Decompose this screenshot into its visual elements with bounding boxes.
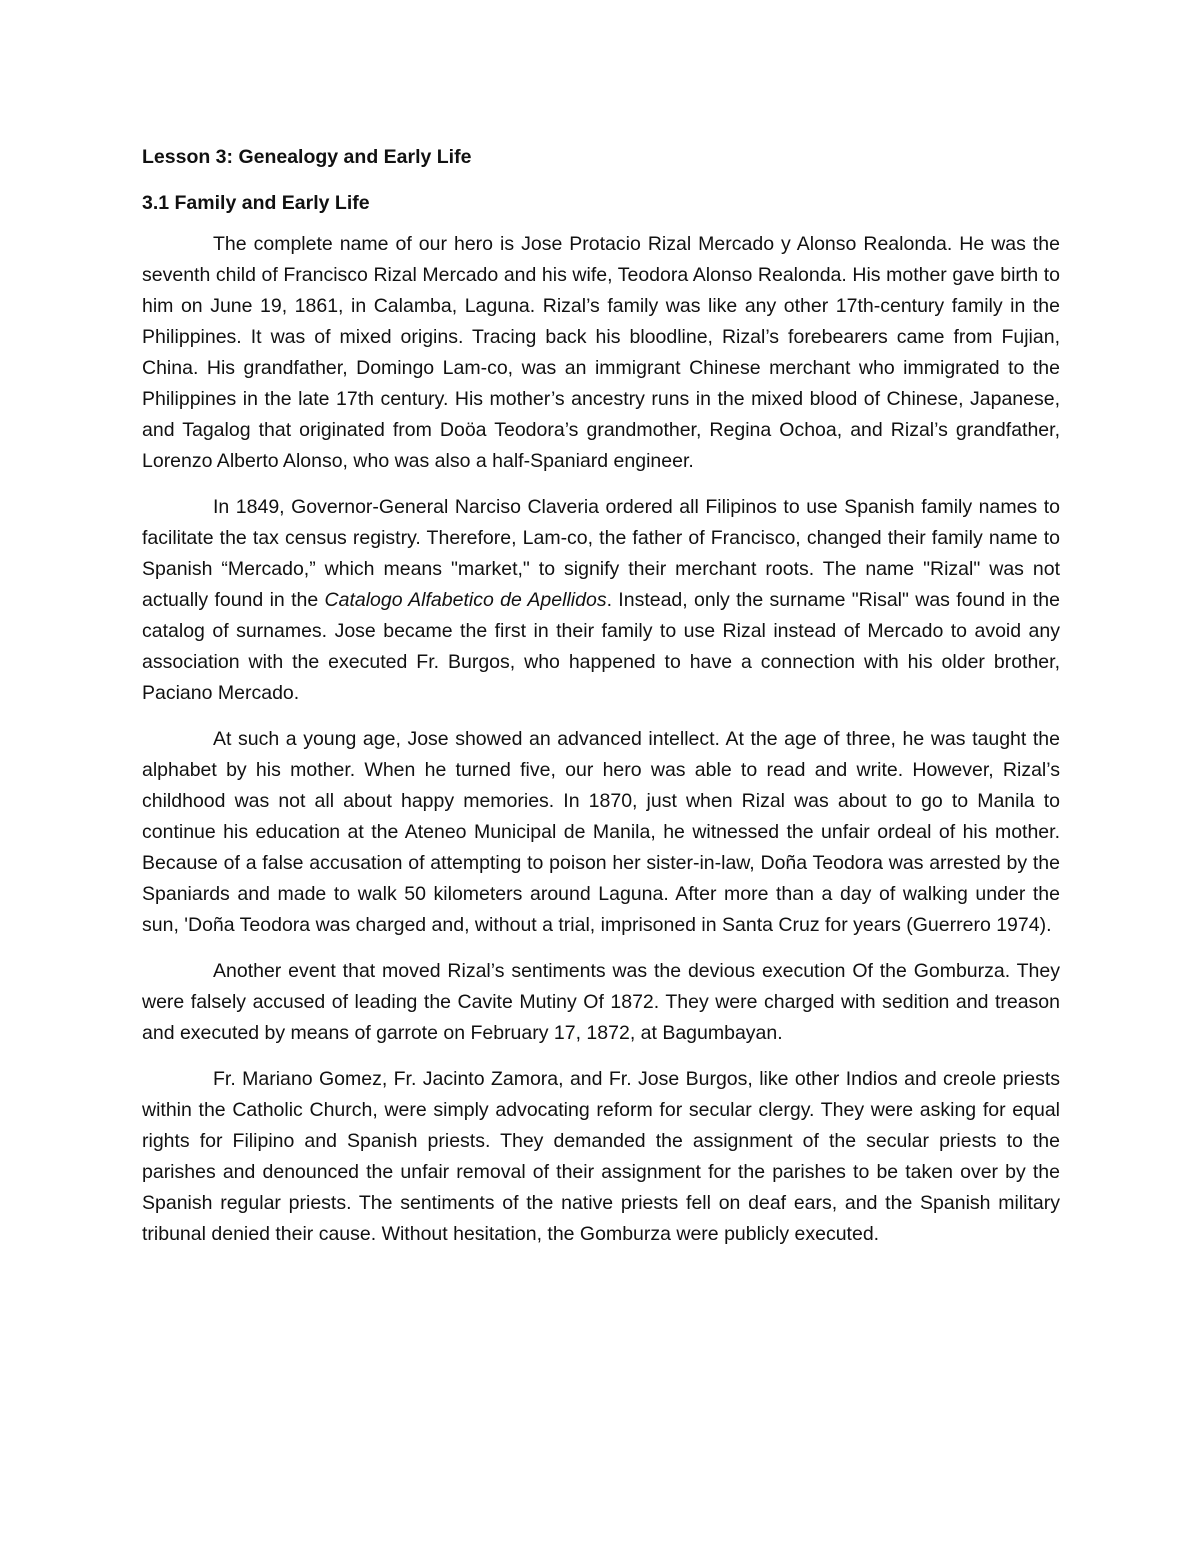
paragraph-text: In 1849, Governor-General Narciso Claveria ordered all Filipinos to use Spanish family names to facilitate the tax census registry. Therefore, Lam-co, the father of Francisco, changed their family name to Spanish “Mercado,” which means "market," to signify their merchant roots. The name "Rizal" was not actually found in the [142, 496, 1060, 611]
paragraph-family-origins: The complete name of our hero is Jose Protacio Rizal Mercado y Alonso Realonda. He was the seventh child of Francisco Rizal Mercado and his wife, Teodora Alonso Realonda. His mother gave birth to him on June 19, 1861, in Calamba, Laguna. Rizal’s family was like any other 17th-century family in the Philippines. It was of mixed origins. Tracing back his bloodline, Rizal’s forebearers came from Fujian, China. His grandfather, Domingo Lam-co, was an immigrant Chinese merchant who immigrated to the Philippines in the late 17th century. His mother’s ancestry runs in the mixed blood of Chinese, Japanese, and Tagalog that originated from Doöa Teodora’s grandmother, Regina Ochoa, and Rizal’s grandfather, Lorenzo Alberto Alonso, who was also a half-Spaniard engineer. [142, 233, 1060, 472]
paragraph-gomburza-priests: Fr. Mariano Gomez, Fr. Jacinto Zamora, and Fr. Jose Burgos, like other Indios and creole priests within the Catholic Church, were simply advocating reform for secular clergy. They were asking for equal rights for Filipino and Spanish priests. They demanded the assignment of the secular priests to the parishes and denounced the unfair removal of their assignment for the parishes to be taken over by the Spanish regular priests. The sentiments of the native priests fell on deaf ears, and the Spanish military tribunal denied their cause. Without hesitation, the Gomburza were publicly executed. [142, 1068, 1060, 1245]
lesson-title: Lesson 3: Genealogy and Early Life [142, 146, 472, 168]
paragraph-childhood: At such a young age, Jose showed an advanced intellect. At the age of three, he was taught the alphabet by his mother. When he turned five, our hero was able to read and write. However, Rizal’s childhood was not all about happy memories. In 1870, just when Rizal was about to go to Manila to continue his education at the Ateneo Municipal de Manila, he witnessed the unfair ordeal of his mother. Because of a false accusation of attempting to poison her sister-in-law, Doña Teodora was arrested by the Spaniards and made to walk 50 kilometers around Laguna. After more than a day of walking under the sun, 'Doña Teodora was charged and, without a trial, imprisoned in Santa Cruz for years (Guerrero 1974). [142, 728, 1060, 936]
section-title: 3.1 Family and Early Life [142, 192, 370, 214]
paragraph-family-name [142, 492, 1060, 709]
catalog-title: Catalogo Alfabetico de Apellidos [324, 589, 607, 611]
paragraph-gomburza-event: Another event that moved Rizal’s sentiments was the devious execution Of the Gomburza. They were falsely accused of leading the Cavite Mutiny Of 1872. They were charged with sedition and treason and executed by means of garrote on February 17, 1872, at Bagumbayan. [142, 960, 1060, 1044]
paragraph-text: . Instead, only the surname "Risal" was found in the catalog of surnames. Jose became the first in their family to use Rizal instead of Mercado to avoid any association with the executed Fr. Burgos, who happened to have a connection with his older brother, Paciano Mercado. [142, 589, 1060, 704]
document-page [142, 143, 1060, 1265]
